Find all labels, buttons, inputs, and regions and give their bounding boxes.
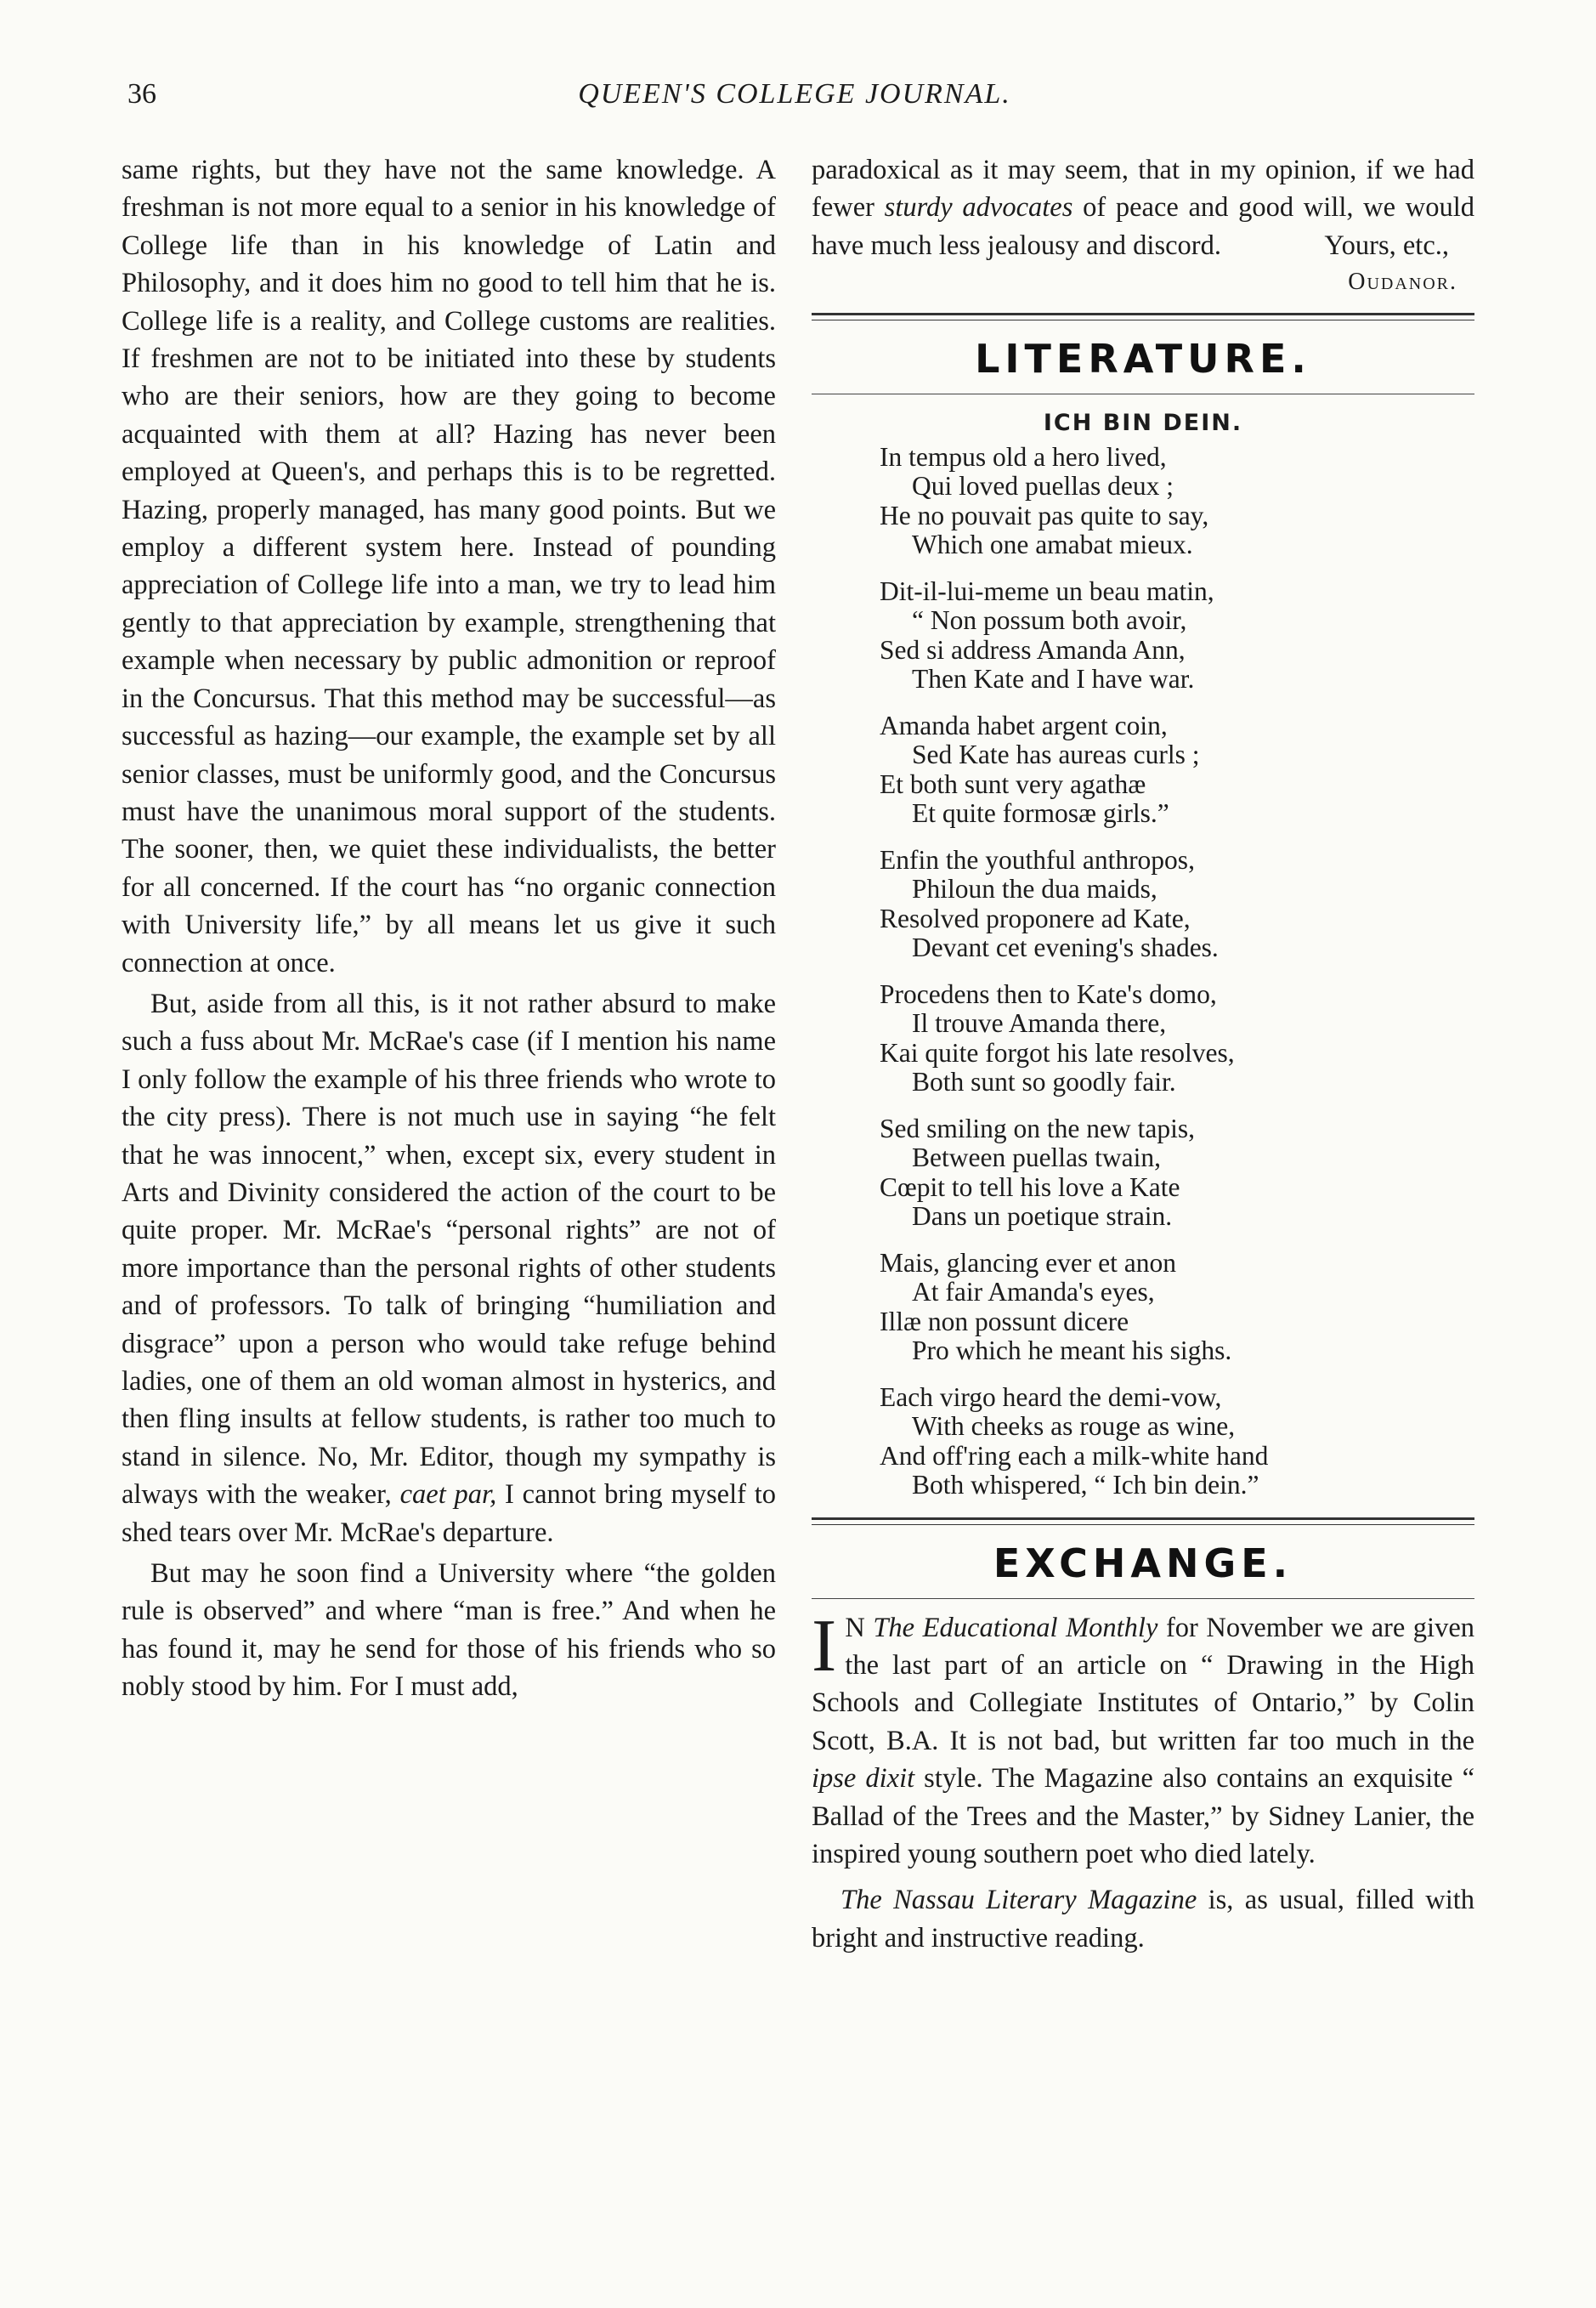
poem-line: And off'ring each a milk-white hand xyxy=(880,1440,1269,1471)
heading-underline xyxy=(812,1598,1474,1599)
exchange-paragraph-2 xyxy=(812,1881,1474,1957)
journal-title: QUEEN'S COLLEGE JOURNAL. xyxy=(578,78,1011,110)
poem-line: Procedens then to Kate's domo, xyxy=(880,978,1217,1009)
literature-heading: LITERATURE. xyxy=(975,335,1311,382)
poem-line: Which one amabat mieux. xyxy=(912,530,1193,560)
drop-cap: I xyxy=(812,1604,837,1687)
letter-ending-before: paradoxical as it may seem, that in my opinion, if we had fewer xyxy=(812,155,1474,224)
latin-phrase: caet par, xyxy=(399,1479,497,1511)
exchange-title-2: The Nassau Literary Magazine xyxy=(840,1885,1197,1916)
poem-line: Mais, glancing ever et anon xyxy=(880,1247,1177,1278)
page-header xyxy=(119,78,1470,129)
poem-line: Cœpit to tell his love a Kate xyxy=(880,1171,1180,1202)
poem-line: He no pouvait pas quite to say, xyxy=(880,500,1209,530)
poem-line: Between puellas twain, xyxy=(912,1143,1162,1173)
poem-line: Sed si address Amanda Ann, xyxy=(880,634,1186,665)
poem-line: Amanda habet argent coin, xyxy=(880,710,1168,740)
poem-line: Enfin the youthful anthropos, xyxy=(880,844,1195,875)
left-paragraph-3: But may he soon find a University where “the golden rule is observed” and where “man is free.” And when he has found it, may he send for those of his friends who so nobly stood by him. For I must add, xyxy=(122,1558,776,1703)
exchange-text-3: is, as usual, filled with bright and instructive reading. xyxy=(812,1885,1474,1954)
exchange-lead: N xyxy=(845,1612,865,1643)
poem-line: Kai quite forgot his late resolves, xyxy=(880,1037,1235,1068)
poem xyxy=(880,443,1474,1500)
poem-stanza xyxy=(880,1383,1474,1500)
poem-line: In tempus old a hero lived, xyxy=(880,441,1167,472)
poem-line: Et quite formosæ girls.” xyxy=(912,798,1169,829)
poem-line: Philoun the dua maids, xyxy=(912,874,1157,904)
exchange-paragraph-1 xyxy=(812,1604,1475,1874)
poem-stanza xyxy=(880,980,1474,1097)
poem-line: Sed Kate has aureas curls ; xyxy=(912,740,1200,770)
exchange-title-1: The Educational Monthly xyxy=(873,1612,1158,1643)
left-column xyxy=(122,151,776,1706)
exchange-italic-2: ipse dixit xyxy=(812,1763,915,1795)
poem-line: Qui loved puellas deux ; xyxy=(912,471,1174,502)
poem-line: Illæ non possunt dicere xyxy=(880,1306,1129,1336)
left-paragraph-1: same rights, but they have not the same knowledge. A freshman is not more equal to a senior in his knowledge of College life than in his knowledge of Latin and Philosophy, and it does him no good to tell him that he is. College life is a reality, and College customs are realities. If freshmen are not to be initiated into these by students who are their seniors, how are they going to become acquainted with them at all? Hazing has never been employed at Queen's, and perhaps this is to be regretted. Hazing, properly managed, has many good points. But we employ a different system here. Instead of pounding appreciation of College life into a man, we try to lead him gently to that appreciation by example, strengthening that example when necessary by public admonition or reproof in the Concursus. That this method may be successful—as successful as hazing—our example, the example set by all senior classes, must be uniformly good, and the Concursus must have the unanimous moral support of the students. The sooner, then, we quiet these individualists, the better for all concerned. If the court has “no organic connection with University life,” by all means let us give it such connection at once. xyxy=(122,155,776,978)
poem-line: Both whispered, “ Ich bin dein.” xyxy=(912,1470,1259,1500)
poem-line: Both sunt so goodly fair. xyxy=(912,1067,1176,1097)
poem-line: Sed smiling on the new tapis, xyxy=(880,1113,1195,1143)
poem-stanza xyxy=(880,1249,1474,1366)
poem-line: Devant cet evening's shades. xyxy=(912,933,1219,963)
section-divider xyxy=(812,1517,1474,1525)
poem-stanza xyxy=(880,1114,1474,1232)
exchange-text-2: style. The Magazine also contains an exquisite “ Ballad of the Trees and the Master,” by Sidney Lanier, the inspired young southern poet who died lately. xyxy=(812,1763,1474,1870)
letter-ending-after: of peace and good will, we would have much less jealousy and discord. xyxy=(812,192,1475,261)
poem-stanza xyxy=(880,846,1474,963)
poem-line: Each virgo heard the demi-vow, xyxy=(880,1381,1222,1412)
poem-line: Then Kate and I have war. xyxy=(912,664,1195,695)
poem-line: At fair Amanda's eyes, xyxy=(912,1277,1155,1307)
letter-signature: Oudanor. xyxy=(1348,268,1457,295)
poem-line: Il trouve Amanda there, xyxy=(912,1008,1167,1039)
poem-line: “ Non possum both avoir, xyxy=(912,605,1187,636)
poem-stanza xyxy=(880,577,1474,695)
letter-signoff: Yours, etc., xyxy=(1324,230,1449,262)
poem-line: Et both sunt very agathæ xyxy=(880,768,1146,799)
poem-stanza xyxy=(880,443,1474,560)
poem-line: With cheeks as rouge as wine, xyxy=(912,1411,1236,1442)
poem-line: Resolved proponere ad Kate, xyxy=(880,903,1191,933)
section-divider xyxy=(812,313,1474,320)
poem-stanza xyxy=(880,712,1474,829)
left-paragraph-2 xyxy=(122,985,776,1551)
poem-line: Dit-il-lui-meme un beau matin, xyxy=(880,576,1214,606)
left-paragraph-2-text: But, aside from all this, is it not rather absurd to make such a fuss about Mr. McRae's case (if I mention his name I only follow the example of his three friends who wrote to the city press). There is not much use in saying “he felt that he was innocent,” when, except six, every student in Arts and Divinity considered the action of the court to be quite proper. Mr. McRae's “personal rights” are not of more importance than the personal rights of other students and of professors. To talk of bringing “humiliation and disgrace” upon a person who would take refuge behind ladies, one of them an old woman almost in hysterics, and then fling insults at fellow students, is rather too much to stand in silence. No, Mr. Editor, though my sympathy is always with the weaker, xyxy=(122,988,776,1511)
poem-line: Dans un poetique strain. xyxy=(912,1201,1173,1232)
poem-title: ICH BIN DEIN. xyxy=(1043,409,1243,436)
exchange-heading: EXCHANGE. xyxy=(993,1540,1293,1586)
page-number: 36 xyxy=(127,78,156,110)
right-column xyxy=(812,151,1474,1957)
poem-line: Pro which he meant his sighs. xyxy=(912,1335,1232,1366)
exchange-text-1: for November we are given the last part of an article on “ Drawing in the High Schools and Collegiate Institutes of Ontario,” by Colin Scott, B.A. It is not bad, but written far too much in the xyxy=(812,1612,1475,1756)
letter-ending-italic: sturdy advocates xyxy=(884,192,1073,224)
left-paragraph-2-tail: I cannot bring myself to shed tears over Mr. McRae's departure. xyxy=(122,1479,777,1548)
